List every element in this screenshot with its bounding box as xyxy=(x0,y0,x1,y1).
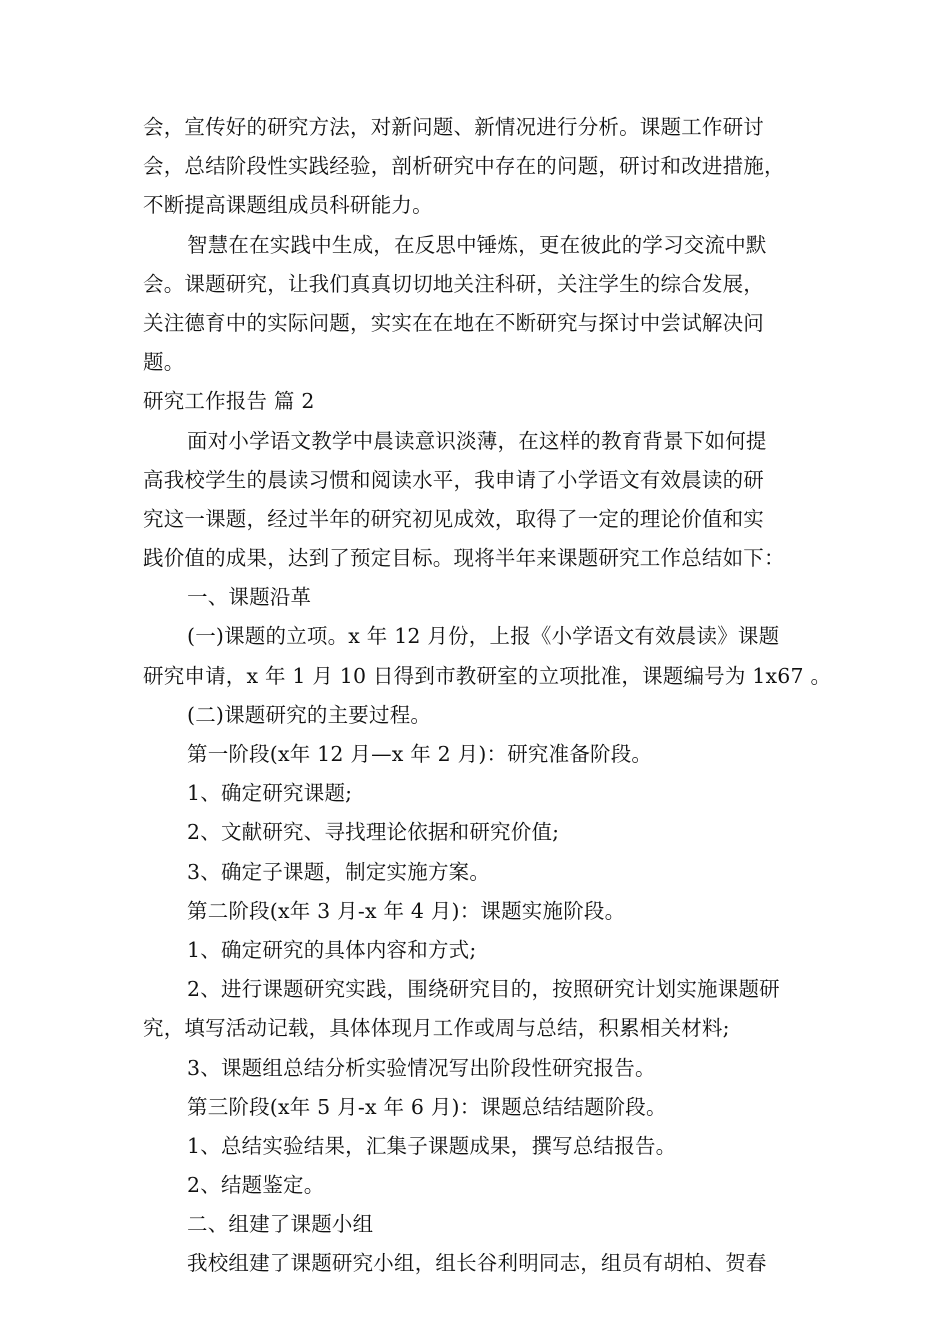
list-item: 2、文献研究、寻找理论依据和研究价值; xyxy=(187,820,560,845)
text-line: 践价值的成果，达到了预定目标。现将半年来课题研究工作总结如下： xyxy=(143,546,785,571)
list-item: 3、课题组总结分析实验情况写出阶段性研究报告。 xyxy=(187,1055,656,1080)
text-line: 研究申请，x 年 1 月 10 日得到市教研室的立项批准，课题编号为 1x67 。 xyxy=(143,663,832,688)
text-line: 面对小学语文教学中晨读意识淡薄，在这样的教育背景下如何提 xyxy=(187,428,767,453)
list-item: 3、确定子课题，制定实施方案。 xyxy=(187,859,491,884)
text-line: 我校组建了课题研究小组，组长谷利明同志，组员有胡柏、贺春 xyxy=(187,1251,767,1276)
text-line: 会，宣传好的研究方法，对新问题、新情况进行分析。课题工作研讨 xyxy=(143,115,764,139)
document-body xyxy=(143,108,833,1284)
text-line: 第一阶段(x年 12 月—x 年 2 月)：研究准备阶段。 xyxy=(187,742,653,766)
text-line: 会。课题研究，让我们真真切切地关注科研，关注学生的综合发展， xyxy=(143,271,764,296)
text-line: 关注德育中的实际问题，实实在在地在不断研究与探讨中尝试解决问 xyxy=(143,310,764,335)
text-line: (一)课题的立项。x 年 12 月份，上报《小学语文有效晨读》课题 xyxy=(187,624,780,649)
text-line: 会，总结阶段性实践经验，剖析研究中存在的问题，研讨和改进措施， xyxy=(143,154,785,179)
text-line: (二)课题研究的主要过程。 xyxy=(187,702,432,727)
section-heading: 研究工作报告 篇 2 xyxy=(143,389,315,414)
list-item: 1、确定研究课题; xyxy=(187,781,353,806)
text-line: 第三阶段(x年 5 月-x 年 6 月)：课题总结结题阶段。 xyxy=(187,1094,667,1119)
text-line: 高我校学生的晨读习惯和阅读水平，我申请了小学语文有效晨读的研 xyxy=(143,467,764,492)
subheading: 二、组建了课题小组 xyxy=(187,1212,374,1237)
text-line: 第二阶段(x年 3 月-x 年 4 月)：课题实施阶段。 xyxy=(187,898,626,923)
list-item: 1、总结实验结果，汇集子课题成果，撰写总结报告。 xyxy=(187,1133,677,1158)
text-line: 智慧在在实践中生成，在反思中锤炼，更在彼此的学习交流中默 xyxy=(187,232,767,257)
text-line: 究，填写活动记载，具体体现月工作或周与总结，积累相关材料; xyxy=(143,1016,730,1041)
text-line: 不断提高课题组成员科研能力。 xyxy=(143,193,433,218)
text-line: 究这一课题，经过半年的研究初见成效，取得了一定的理论价值和实 xyxy=(143,506,764,531)
list-item: 1、确定研究的具体内容和方式; xyxy=(187,937,477,962)
text-line: 题。 xyxy=(143,350,185,375)
list-item: 2、进行课题研究实践，围绕研究目的，按照研究计划实施课题研 xyxy=(187,977,780,1002)
subheading: 一、课题沿革 xyxy=(187,585,312,610)
list-item: 2、结题鉴定。 xyxy=(187,1173,325,1198)
